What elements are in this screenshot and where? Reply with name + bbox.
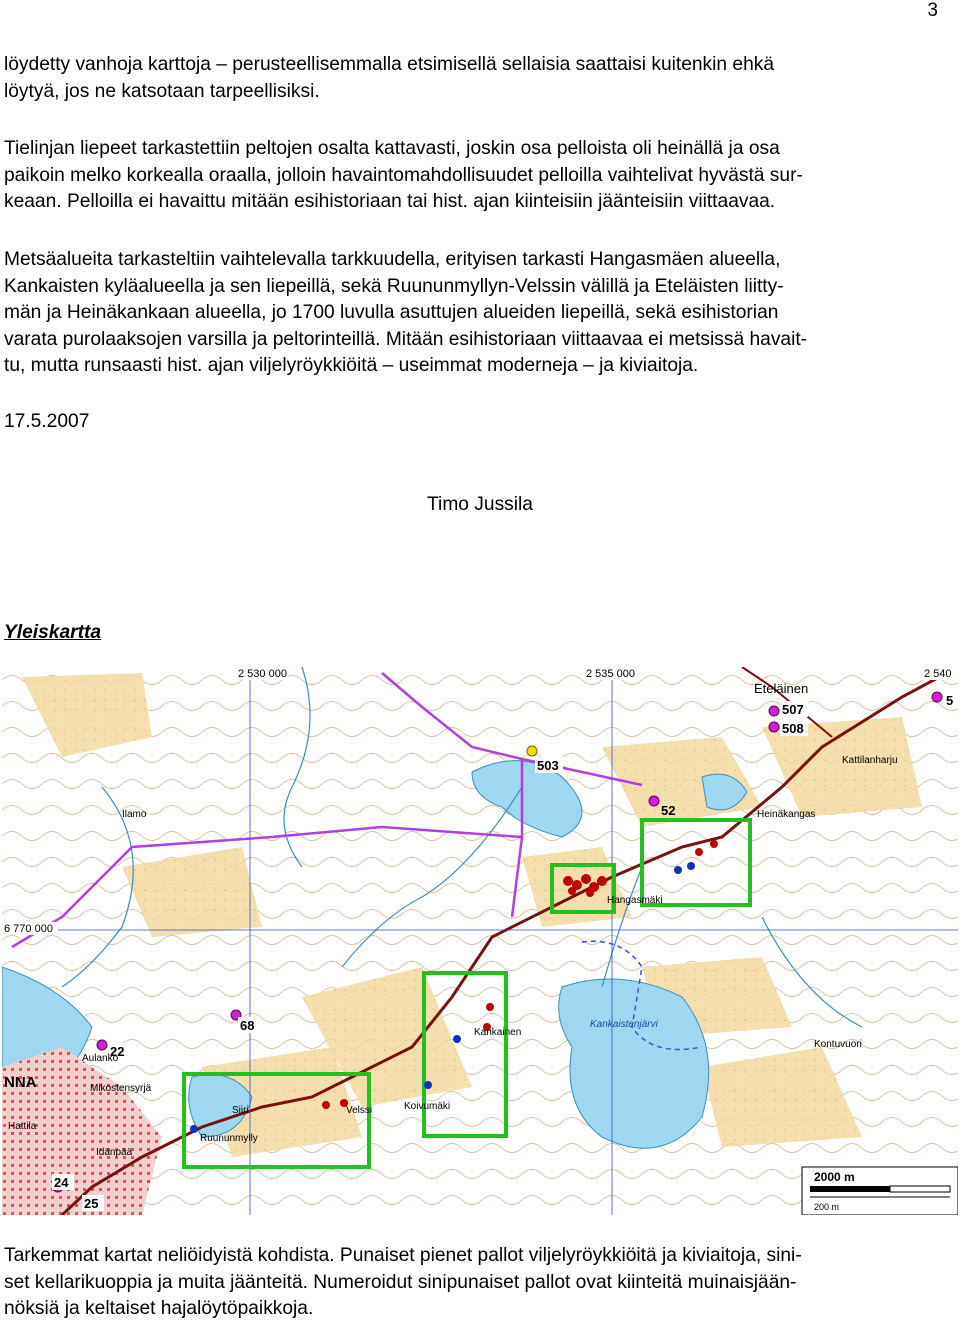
coord-label: 2 540 — [924, 668, 952, 680]
site-number: 24 — [54, 1175, 69, 1190]
map-caption — [4, 1243, 906, 1323]
place-name: Kankaistenjärvi — [590, 1019, 658, 1030]
overview-map — [2, 667, 958, 1215]
place-name: Idänpää — [96, 1147, 133, 1158]
place-name: Mikostensyrjä — [90, 1083, 152, 1094]
place-name: Ilamo — [122, 809, 147, 820]
caption-line: nöksiä ja keltaiset hajalöytöpaikkoja. — [4, 1298, 314, 1319]
place-name: Hangasmäki — [607, 895, 663, 906]
text-line: löytyä, jos ne katsotaan tarpeellisiksi. — [4, 80, 320, 102]
scale-small-label: 200 m — [814, 1202, 840, 1212]
coord-label: 2 530 000 — [238, 668, 287, 680]
place-name: Ruununmylly — [200, 1133, 258, 1144]
place-name: Velssi — [346, 1105, 373, 1116]
place-name: Kontuvuori — [814, 1039, 862, 1050]
text-line: varata purolaaksojen varsilla ja peltorinteillä. Mitään esihistoriaan viittaavaa ei metsissä havait- — [4, 328, 808, 350]
place-name: Kattilanharju — [842, 755, 898, 766]
caption-line: Tarkemmat kartat neliöidyistä kohdista. Punaiset pienet pallot viljelyröykkiöitä ja kiviaitoja, sini- — [4, 1245, 802, 1266]
caption-line: set kellarikuoppia ja muita jäänteitä. Numeroidut sinipunaiset pallot ovat kiinteitä muinaisjään- — [4, 1271, 797, 1293]
text-line: Kankaisten kyläalueella ja sen liepeillä, sekä Ruununmyllyn-Velssin välillä ja Eteläisten liitty- — [4, 275, 784, 297]
site-number: 22 — [110, 1044, 125, 1059]
report-date: 17.5.2007 — [4, 411, 90, 432]
scale-label: 2000 m — [814, 1170, 855, 1184]
text-line: paikoin melko korkealla oraalla, jolloin havaintomahdollisuudet pelloilla vaihtelivat hyvästä sur- — [4, 164, 803, 186]
text-line: löydetty vanhoja karttoja – perusteellisemmalla etsimisellä sellaisia saattaisi kuitenkin ehkä — [4, 54, 775, 75]
site-number: 507 — [782, 702, 804, 717]
site-number: 5 — [946, 693, 954, 708]
map-svg — [2, 667, 958, 1215]
site-number: 25 — [84, 1196, 99, 1211]
place-name: Hattila — [8, 1121, 37, 1132]
scale-bar — [802, 1167, 958, 1215]
text-line: tu, mutta runsaasti hist. ajan viljelyröykkiöitä – useimmat moderneja – ja kiviaitoja. — [4, 355, 699, 376]
place-name: Heinäkangas — [757, 809, 816, 820]
place-name: NNA — [4, 1074, 37, 1091]
author-signature: Timo Jussila — [427, 494, 533, 515]
site-number: 52 — [661, 803, 676, 818]
place-name: Kankainen — [474, 1027, 522, 1038]
site-number: 68 — [240, 1018, 255, 1033]
site-number: 503 — [537, 758, 559, 773]
text-line: Tielinjan liepeet tarkastettiin peltojen osalta kattavasti, joskin osa pelloista oli heinällä ja osa — [4, 138, 780, 159]
place-name: Siiri — [232, 1105, 249, 1116]
text-line: män ja Heinäkankaan alueella, jo 1700 luvulla asuttujen alueiden liepeillä, sekä esihistorian — [4, 302, 779, 323]
place-name: Eteläinen — [754, 681, 809, 696]
place-name: Aulanko — [82, 1053, 119, 1064]
site-number: 508 — [782, 721, 804, 736]
place-name: Koivumäki — [404, 1101, 451, 1112]
paragraph-3 — [4, 247, 906, 380]
paragraph-1 — [4, 52, 906, 105]
page-number: 3 — [927, 0, 938, 21]
coord-label: 2 535 000 — [586, 668, 635, 680]
coord-label: 6 770 000 — [4, 923, 53, 935]
text-line: keaan. Pelloilla ei havaittu mitään esihistoriaan tai hist. ajan kiinteisiin jäänteisiin viittaavaa. — [4, 191, 776, 212]
paragraph-2 — [4, 136, 906, 216]
map-heading: Yleiskartta — [4, 622, 102, 643]
text-line: Metsäalueita tarkasteltiin vaihtelevalla tarkkuudella, erityisen tarkasti Hangasmäen alueella, — [4, 249, 781, 270]
find-marker — [527, 746, 537, 756]
